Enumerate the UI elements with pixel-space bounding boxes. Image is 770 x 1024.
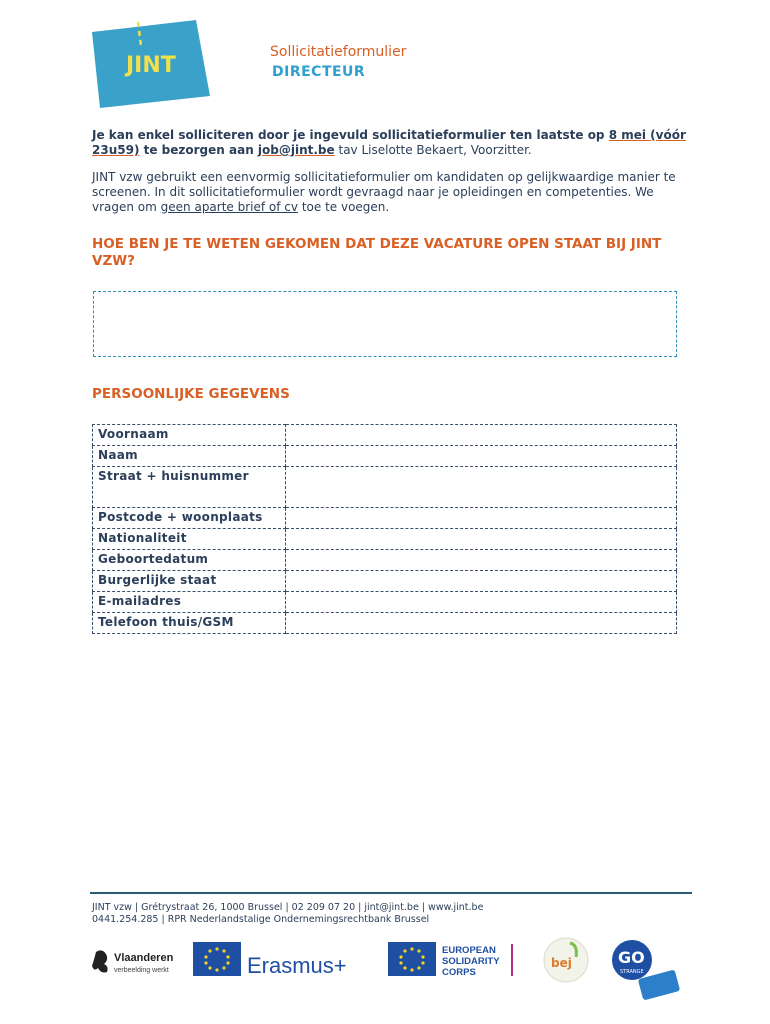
bej-logo [543, 937, 589, 983]
footer-divider [90, 892, 692, 894]
description-paragraph [92, 170, 692, 215]
civil-status-field[interactable] [286, 571, 677, 592]
jint-logo [86, 20, 216, 108]
table-row [93, 425, 677, 446]
table-row [93, 467, 677, 508]
form-subtitle: DIRECTEUR [272, 64, 366, 80]
table-row [93, 550, 677, 571]
birthdate-field[interactable] [286, 550, 677, 571]
question-answer-field[interactable] [93, 291, 677, 357]
row-label: Geboortedatum [93, 550, 286, 571]
row-label: Voornaam [93, 425, 286, 446]
bej-text: bej [551, 956, 572, 970]
table-row [93, 529, 677, 550]
row-label: Telefoon thuis/GSM [93, 613, 286, 634]
esc-line-3: CORPS [442, 967, 476, 978]
go-text: GO [618, 948, 645, 967]
table-row [93, 592, 677, 613]
intro-text-2: te bezorgen aan [139, 143, 258, 157]
desc-text-2: toe te voegen. [298, 200, 390, 214]
footer-line-1: JINT vzw | Grétrystraat 26, 1000 Brussel | 02 209 07 20 | jint@jint.be | www.jint.be [92, 902, 484, 913]
intro-text-1: Je kan enkel solliciteren door je ingevuld sollicitatieformulier ten laatste op [92, 128, 609, 142]
row-label: Burgerlijke staat [93, 571, 286, 592]
lastname-field[interactable] [286, 446, 677, 467]
go-strange-logo [610, 938, 685, 1004]
deadline-text: 8 mei (vóór 23u59) [92, 128, 686, 157]
esc-line-1: EUROPEAN [442, 945, 496, 956]
postcode-field[interactable] [286, 508, 677, 529]
nationality-field[interactable] [286, 529, 677, 550]
phone-field[interactable] [286, 613, 677, 634]
form-title: Sollicitatieformulier [270, 44, 407, 60]
personal-heading: PERSOONLIJKE GEGEVENS [92, 386, 290, 402]
street-field[interactable] [286, 467, 677, 508]
table-row [93, 446, 677, 467]
desc-underlined: geen aparte brief of cv [160, 200, 299, 214]
row-label: Straat + huisnummer [93, 467, 286, 508]
row-label: Postcode + woonplaats [93, 508, 286, 529]
footer-line-2: 0441.254.285 | RPR Nederlandstalige Ondernemingsrechtbank Brussel [92, 914, 430, 925]
question-heading: HOE BEN JE TE WETEN GEKOMEN DAT DEZE VACATURE OPEN STAAT BIJ JINT VZW? [92, 236, 662, 269]
firstname-field[interactable] [286, 425, 677, 446]
row-label: E-mailadres [93, 592, 286, 613]
vlaanderen-tagline: verbeelding werkt [114, 967, 169, 974]
table-row [93, 613, 677, 634]
desc-text-1: JINT vzw gebruikt een eenvormig sollicitatieformulier om kandidaten op gelijkwaardige manier te screenen. In dit sollicitatieformulier wordt gevraagd naar je opleidingen en competenties. We vragen om [92, 170, 676, 214]
vlaanderen-logo [92, 946, 182, 978]
personal-data-table [92, 424, 677, 634]
table-row [93, 508, 677, 529]
table-row [93, 571, 677, 592]
esc-line-2: SOLIDARITY [442, 956, 500, 967]
erasmus-logo [193, 942, 358, 978]
email-field[interactable] [286, 592, 677, 613]
esc-logo [388, 942, 516, 978]
erasmus-text: Erasmus+ [247, 953, 347, 978]
email-link[interactable]: job@jint.be [257, 143, 335, 157]
intro-paragraph [92, 128, 692, 158]
row-label: Naam [93, 446, 286, 467]
go-tagline: STRANGE [620, 969, 644, 975]
vlaanderen-text: Vlaanderen [114, 952, 174, 964]
row-label: Nationaliteit [93, 529, 286, 550]
logo-text: JINT [126, 53, 176, 78]
footer-address [92, 902, 692, 926]
intro-text-3: tav Liselotte Bekaert, Voorzitter. [334, 143, 532, 157]
